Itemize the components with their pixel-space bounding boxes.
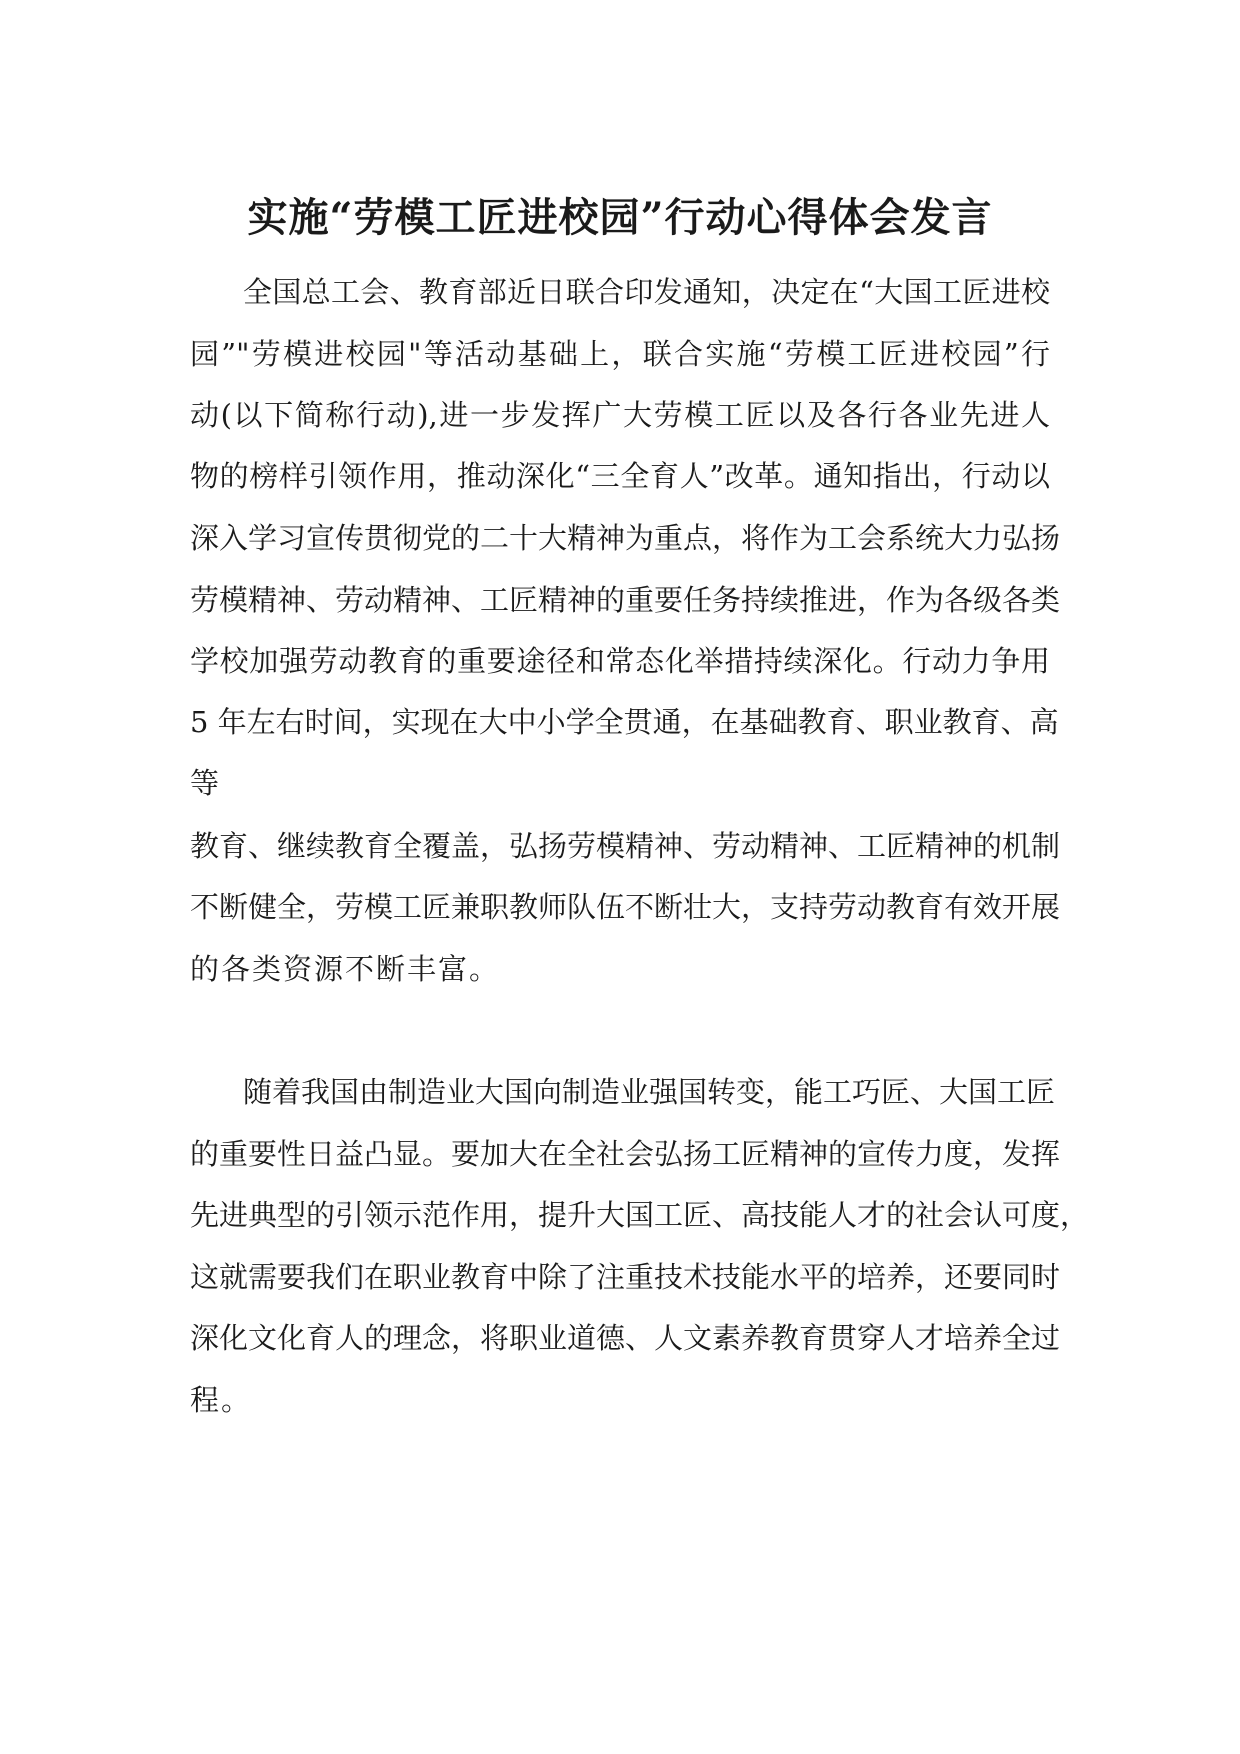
paragraph-2-line-6: 程。	[190, 1383, 253, 1417]
paragraph-1-line-5: 深入学习宣传贯彻党的二十大精神为重点，将作为工会系统大力弘扬	[190, 521, 1061, 555]
paragraph-2-line-3: 先进典型的引领示范作用，提升大国工匠、高技能人才的社会认可度，	[190, 1198, 1090, 1232]
paragraph-1-line-11: 不断健全，劳模工匠兼职教师队伍不断壮大，支持劳动教育有效开展	[190, 890, 1061, 924]
paragraph-1-line-2: 园”"劳模进校园"等活动基础上，联合实施“劳模工匠进校园”行	[190, 337, 1050, 371]
paragraph-1-line-3: 动(以下简称行动),进一步发挥广大劳模工匠以及各行各业先进人	[190, 398, 1050, 432]
paragraph-1-line-10: 教育、继续教育全覆盖，弘扬劳模精神、劳动精神、工匠精神的机制	[190, 829, 1061, 863]
paragraph-1-line-12: 的各类资源不断丰富。	[190, 952, 501, 986]
paragraph-1-line-1: 全国总工会、教育部近日联合印发通知，决定在“大国工匠进校	[243, 275, 1050, 309]
paragraph-1-line-7: 学校加强劳动教育的重要途径和常态化举措持续深化。行动力争用	[190, 644, 1050, 678]
paragraph-2-line-1: 随着我国由制造业大国向制造业强国转变，能工巧匠、大国工匠	[243, 1075, 1056, 1109]
paragraph-1-line-8: 5 年左右时间，实现在大中小学全贯通，在基础教育、职业教育、高	[190, 705, 1059, 739]
document-title: 实施“劳模工匠进校园”行动心得体会发言	[247, 194, 993, 241]
paragraph-1-line-4: 物的榜样引领作用，推动深化“三全育人”改革。通知指出，行动以	[190, 459, 1050, 493]
paragraph-2-line-2: 的重要性日益凸显。要加大在全社会弘扬工匠精神的宣传力度，发挥	[190, 1137, 1061, 1171]
paragraph-1-line-6: 劳模精神、劳动精神、工匠精神的重要任务持续推进，作为各级各类	[190, 583, 1061, 617]
paragraph-2-line-4: 这就需要我们在职业教育中除了注重技术技能水平的培养，还要同时	[190, 1260, 1061, 1294]
paragraph-2-line-5: 深化文化育人的理念，将职业道德、人文素养教育贯穿人才培养全过	[190, 1321, 1061, 1355]
paragraph-1-line-9: 等	[190, 766, 222, 800]
